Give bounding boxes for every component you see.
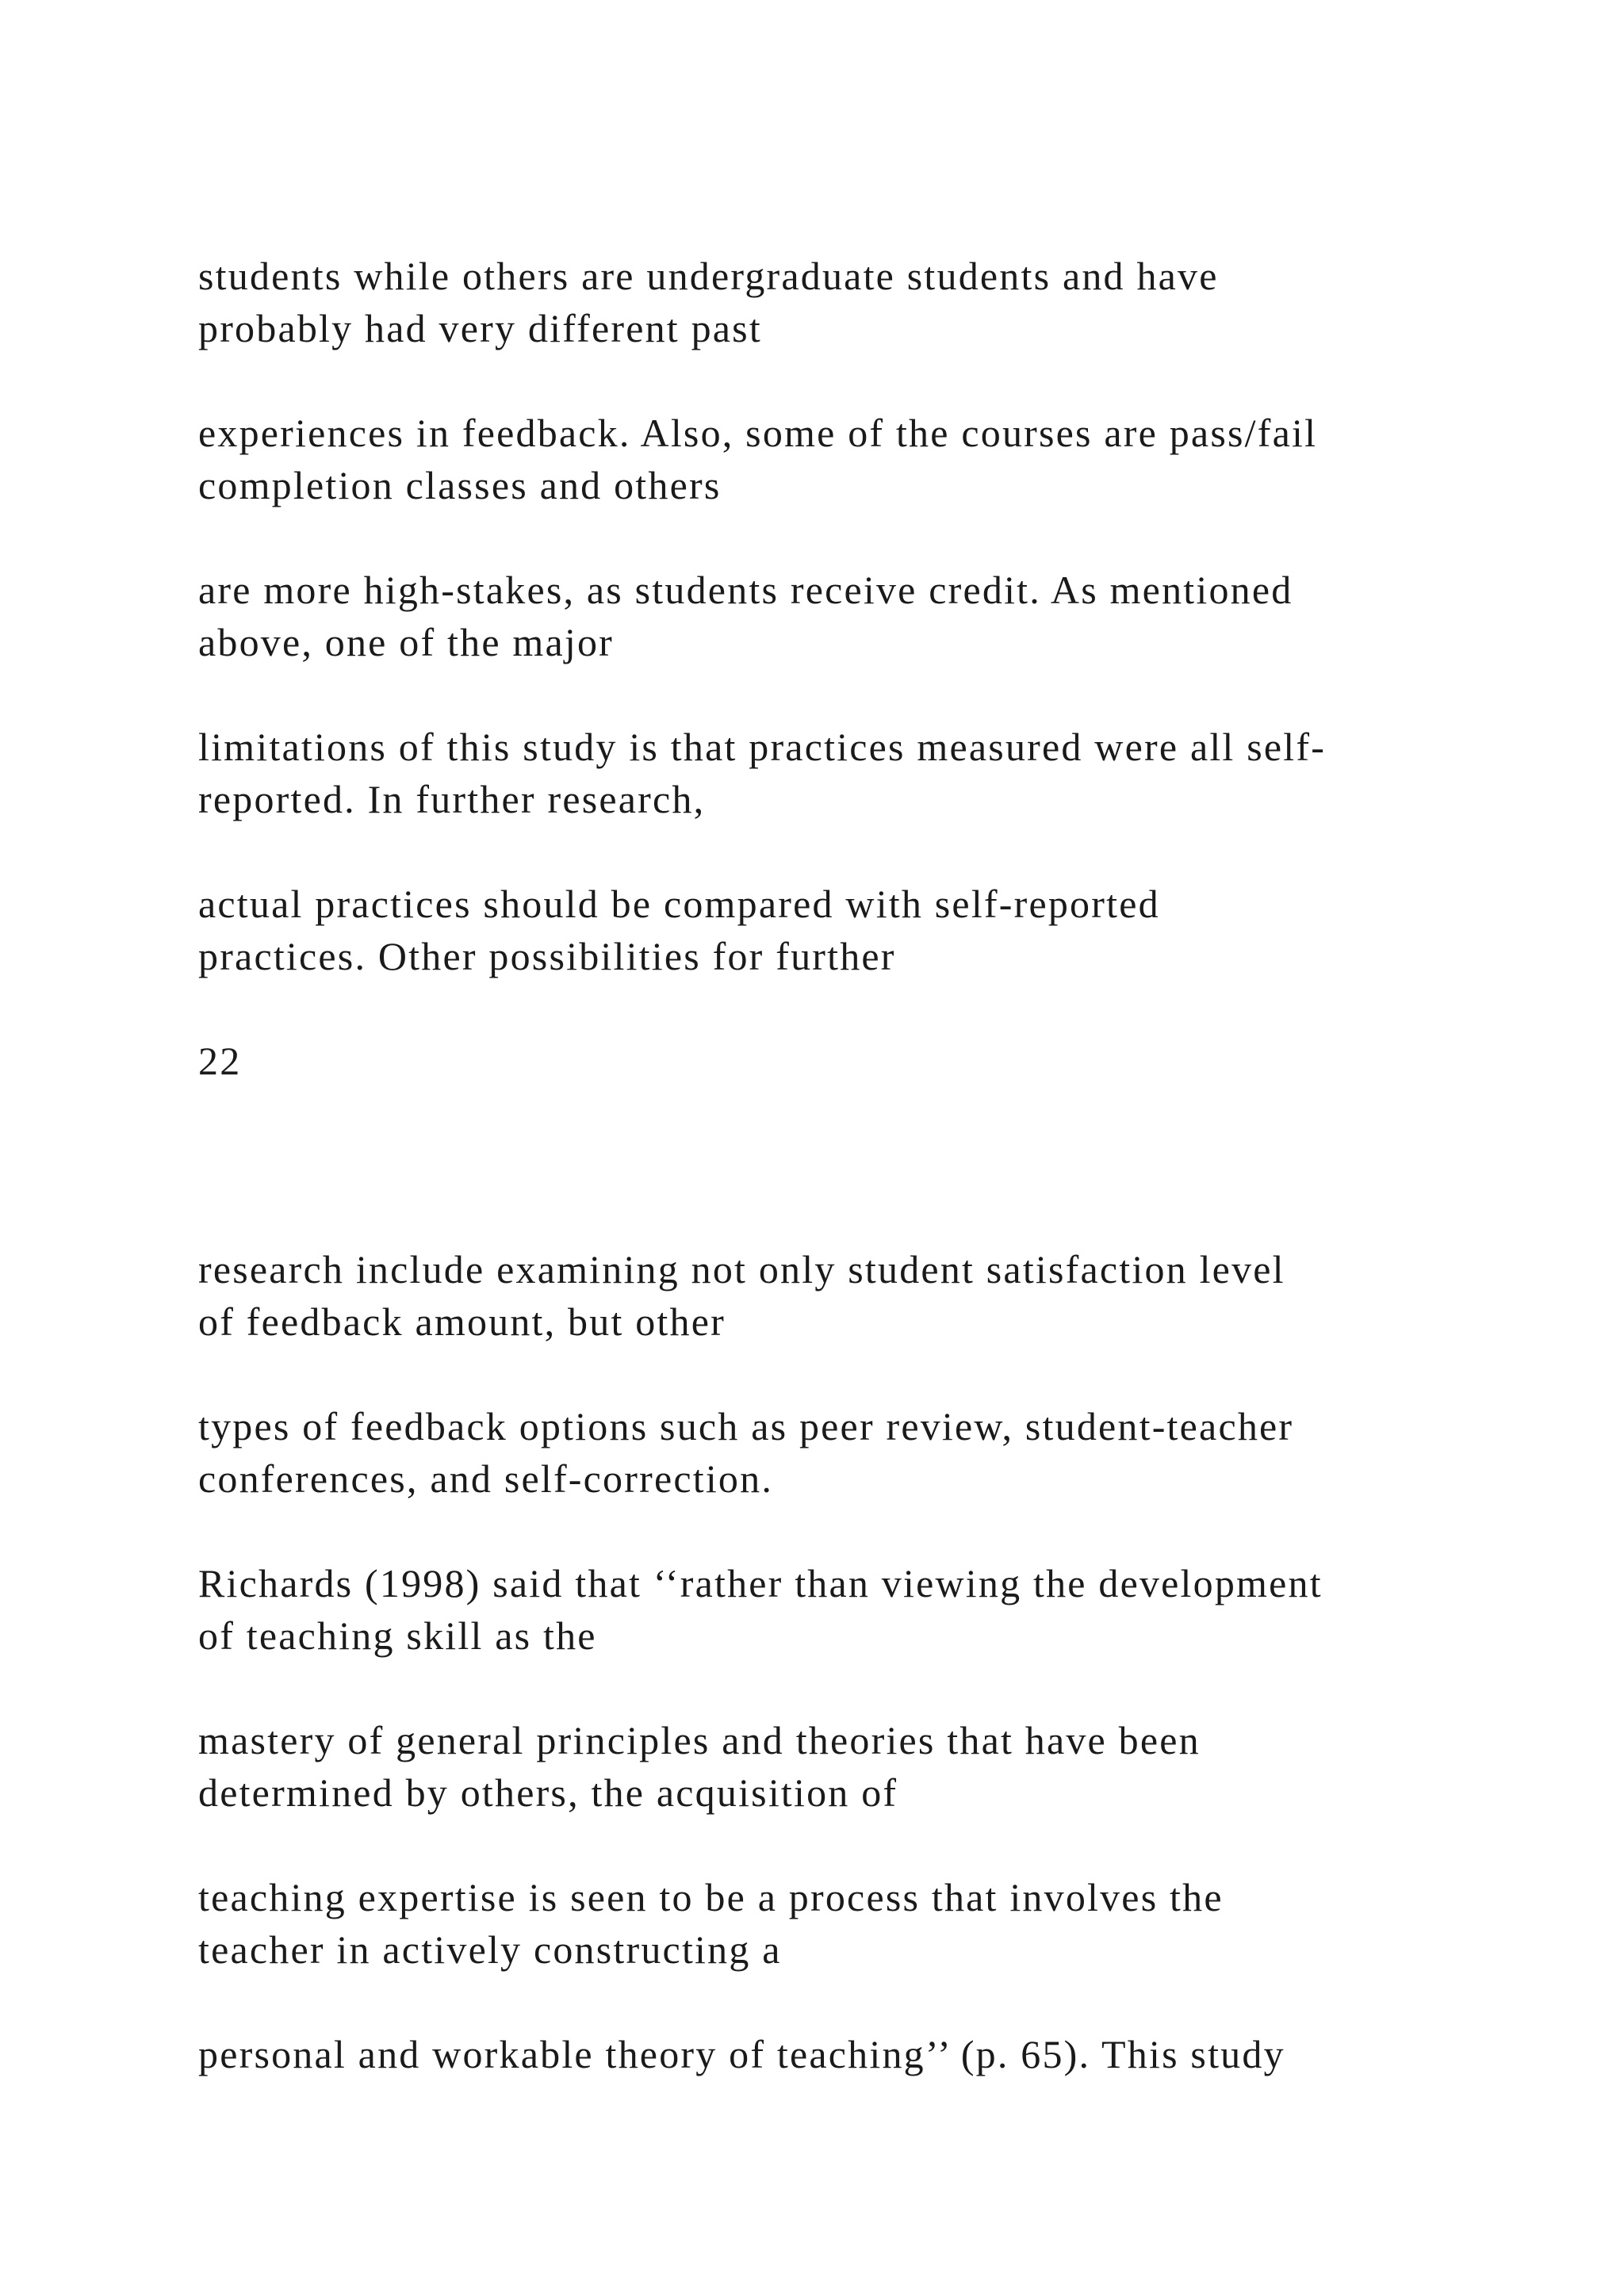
text-line: types of feedback options such as peer review, student-teacher [198, 1404, 1294, 1448]
text-line: Richards (1998) said that ‘‘rather than viewing the development [198, 1561, 1323, 1605]
text-line: completion classes and others [198, 463, 722, 507]
text-line: conferences, and self-correction. [198, 1456, 774, 1501]
text-line: probably had very different past [198, 306, 762, 350]
text-line: determined by others, the acquisition of [198, 1770, 898, 1815]
text-line: personal and workable theory of teaching’’ (p. 65). This study [198, 2032, 1285, 2076]
text-line: mastery of general principles and theories that have been [198, 1718, 1201, 1762]
text-line: actual practices should be compared with self-reported [198, 882, 1160, 926]
text-line: teacher in actively constructing a [198, 1927, 782, 1972]
text-line: are more high-stakes, as students receive credit. As mentioned [198, 568, 1293, 612]
text-line: limitations of this study is that practices measured were all self- [198, 725, 1327, 769]
text-line: reported. In further research, [198, 777, 706, 821]
page-number: 22 [198, 1039, 242, 1083]
text-line: research include examining not only student satisfaction level [198, 1247, 1285, 1292]
text-line: practices. Other possibilities for further [198, 934, 896, 978]
text-line: above, one of the major [198, 620, 615, 664]
text-line: teaching expertise is seen to be a process that involves the [198, 1875, 1224, 1919]
text-line: of teaching skill as the [198, 1613, 597, 1658]
text-line: of feedback amount, but other [198, 1299, 726, 1344]
text-line: students while others are undergraduate students and have [198, 254, 1219, 298]
text-line: experiences in feedback. Also, some of the courses are pass/fail [198, 411, 1318, 455]
